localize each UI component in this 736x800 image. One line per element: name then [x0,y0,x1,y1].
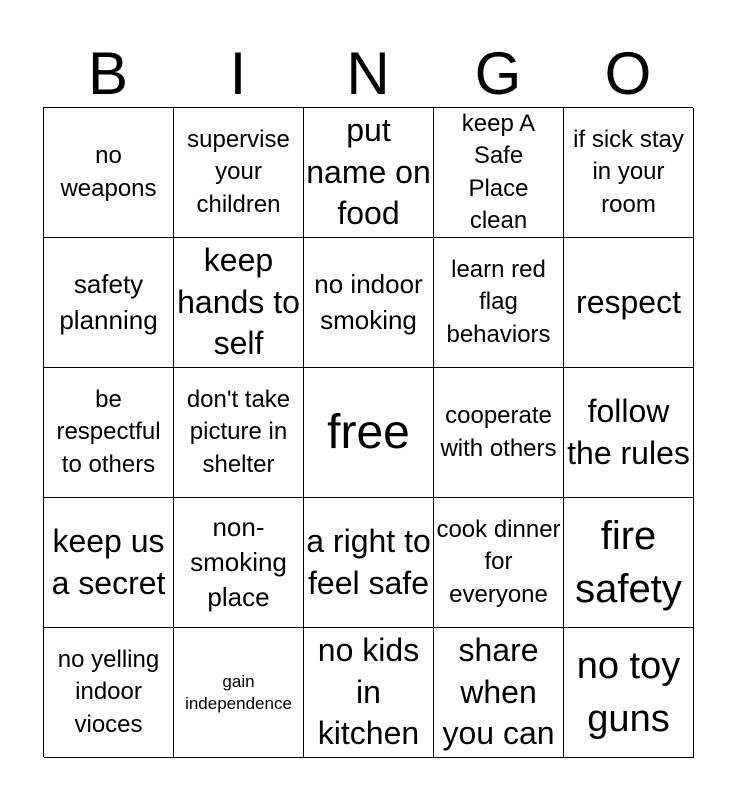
bingo-cell[interactable] [44,498,174,628]
cell-text: no toy guns [576,645,681,740]
cell-text: respect [576,283,681,320]
cell-text: no kids in kitchen [317,632,420,752]
bingo-cell[interactable] [44,628,174,758]
bingo-header [43,40,693,108]
cell-text: no yelling indoor vioces [57,645,160,738]
cell-text: learn red flag behaviors [446,255,551,348]
bingo-cell[interactable] [434,628,564,758]
cell-text: follow the rules [567,392,690,471]
cell-text: no weapons [60,142,157,202]
bingo-cell[interactable] [44,238,174,368]
cell-text: a right to feel safe [306,522,431,601]
free-space-cell[interactable] [304,368,434,498]
bingo-cell[interactable] [174,108,304,238]
bingo-cell[interactable] [434,238,564,368]
bingo-cell[interactable] [564,238,694,368]
cell-text: no indoor smoking [314,269,423,335]
bingo-grid [43,107,693,757]
bingo-cell[interactable] [174,628,304,758]
cell-text: cook dinner for everyone [436,515,561,608]
bingo-cell[interactable] [304,108,434,238]
cell-text: keep us a secret [51,522,166,601]
bingo-cell[interactable] [44,368,174,498]
cell-text: put name on food [306,112,431,232]
bingo-cell[interactable] [304,238,434,368]
header-letter-n: N [346,40,390,107]
cell-text: be respectful to others [56,385,161,478]
cell-text: keep hands to self [177,242,300,362]
bingo-cell[interactable] [174,368,304,498]
bingo-cell[interactable] [304,628,434,758]
bingo-cell[interactable] [434,108,564,238]
cell-text: share when you can [442,632,555,752]
bingo-cell[interactable] [564,628,694,758]
header-letter-b: B [87,40,129,107]
cell-text: safety planning [59,269,158,335]
cell-text: cooperate with others [440,402,557,462]
cell-text: gain independence [185,672,292,713]
header-letter-g: G [474,40,522,107]
header-letter-i: I [229,40,247,107]
cell-text: fire safety [575,513,682,611]
bingo-cell[interactable] [44,108,174,238]
bingo-cell[interactable] [434,368,564,498]
free-space-text: free [327,405,410,459]
bingo-cell[interactable] [174,498,304,628]
cell-text: non-smoking place [190,511,287,613]
cell-text: keep A Safe Place clean [461,109,536,234]
bingo-cell[interactable] [564,108,694,238]
cell-text: if sick stay in your room [573,125,684,218]
bingo-cell[interactable] [434,498,564,628]
header-letter-o: O [604,40,652,107]
bingo-cell[interactable] [174,238,304,368]
cell-text: don't take picture in shelter [186,385,291,478]
cell-text: supervise your children [187,125,290,218]
bingo-cell[interactable] [564,498,694,628]
bingo-cell[interactable] [304,498,434,628]
bingo-cell[interactable] [564,368,694,498]
